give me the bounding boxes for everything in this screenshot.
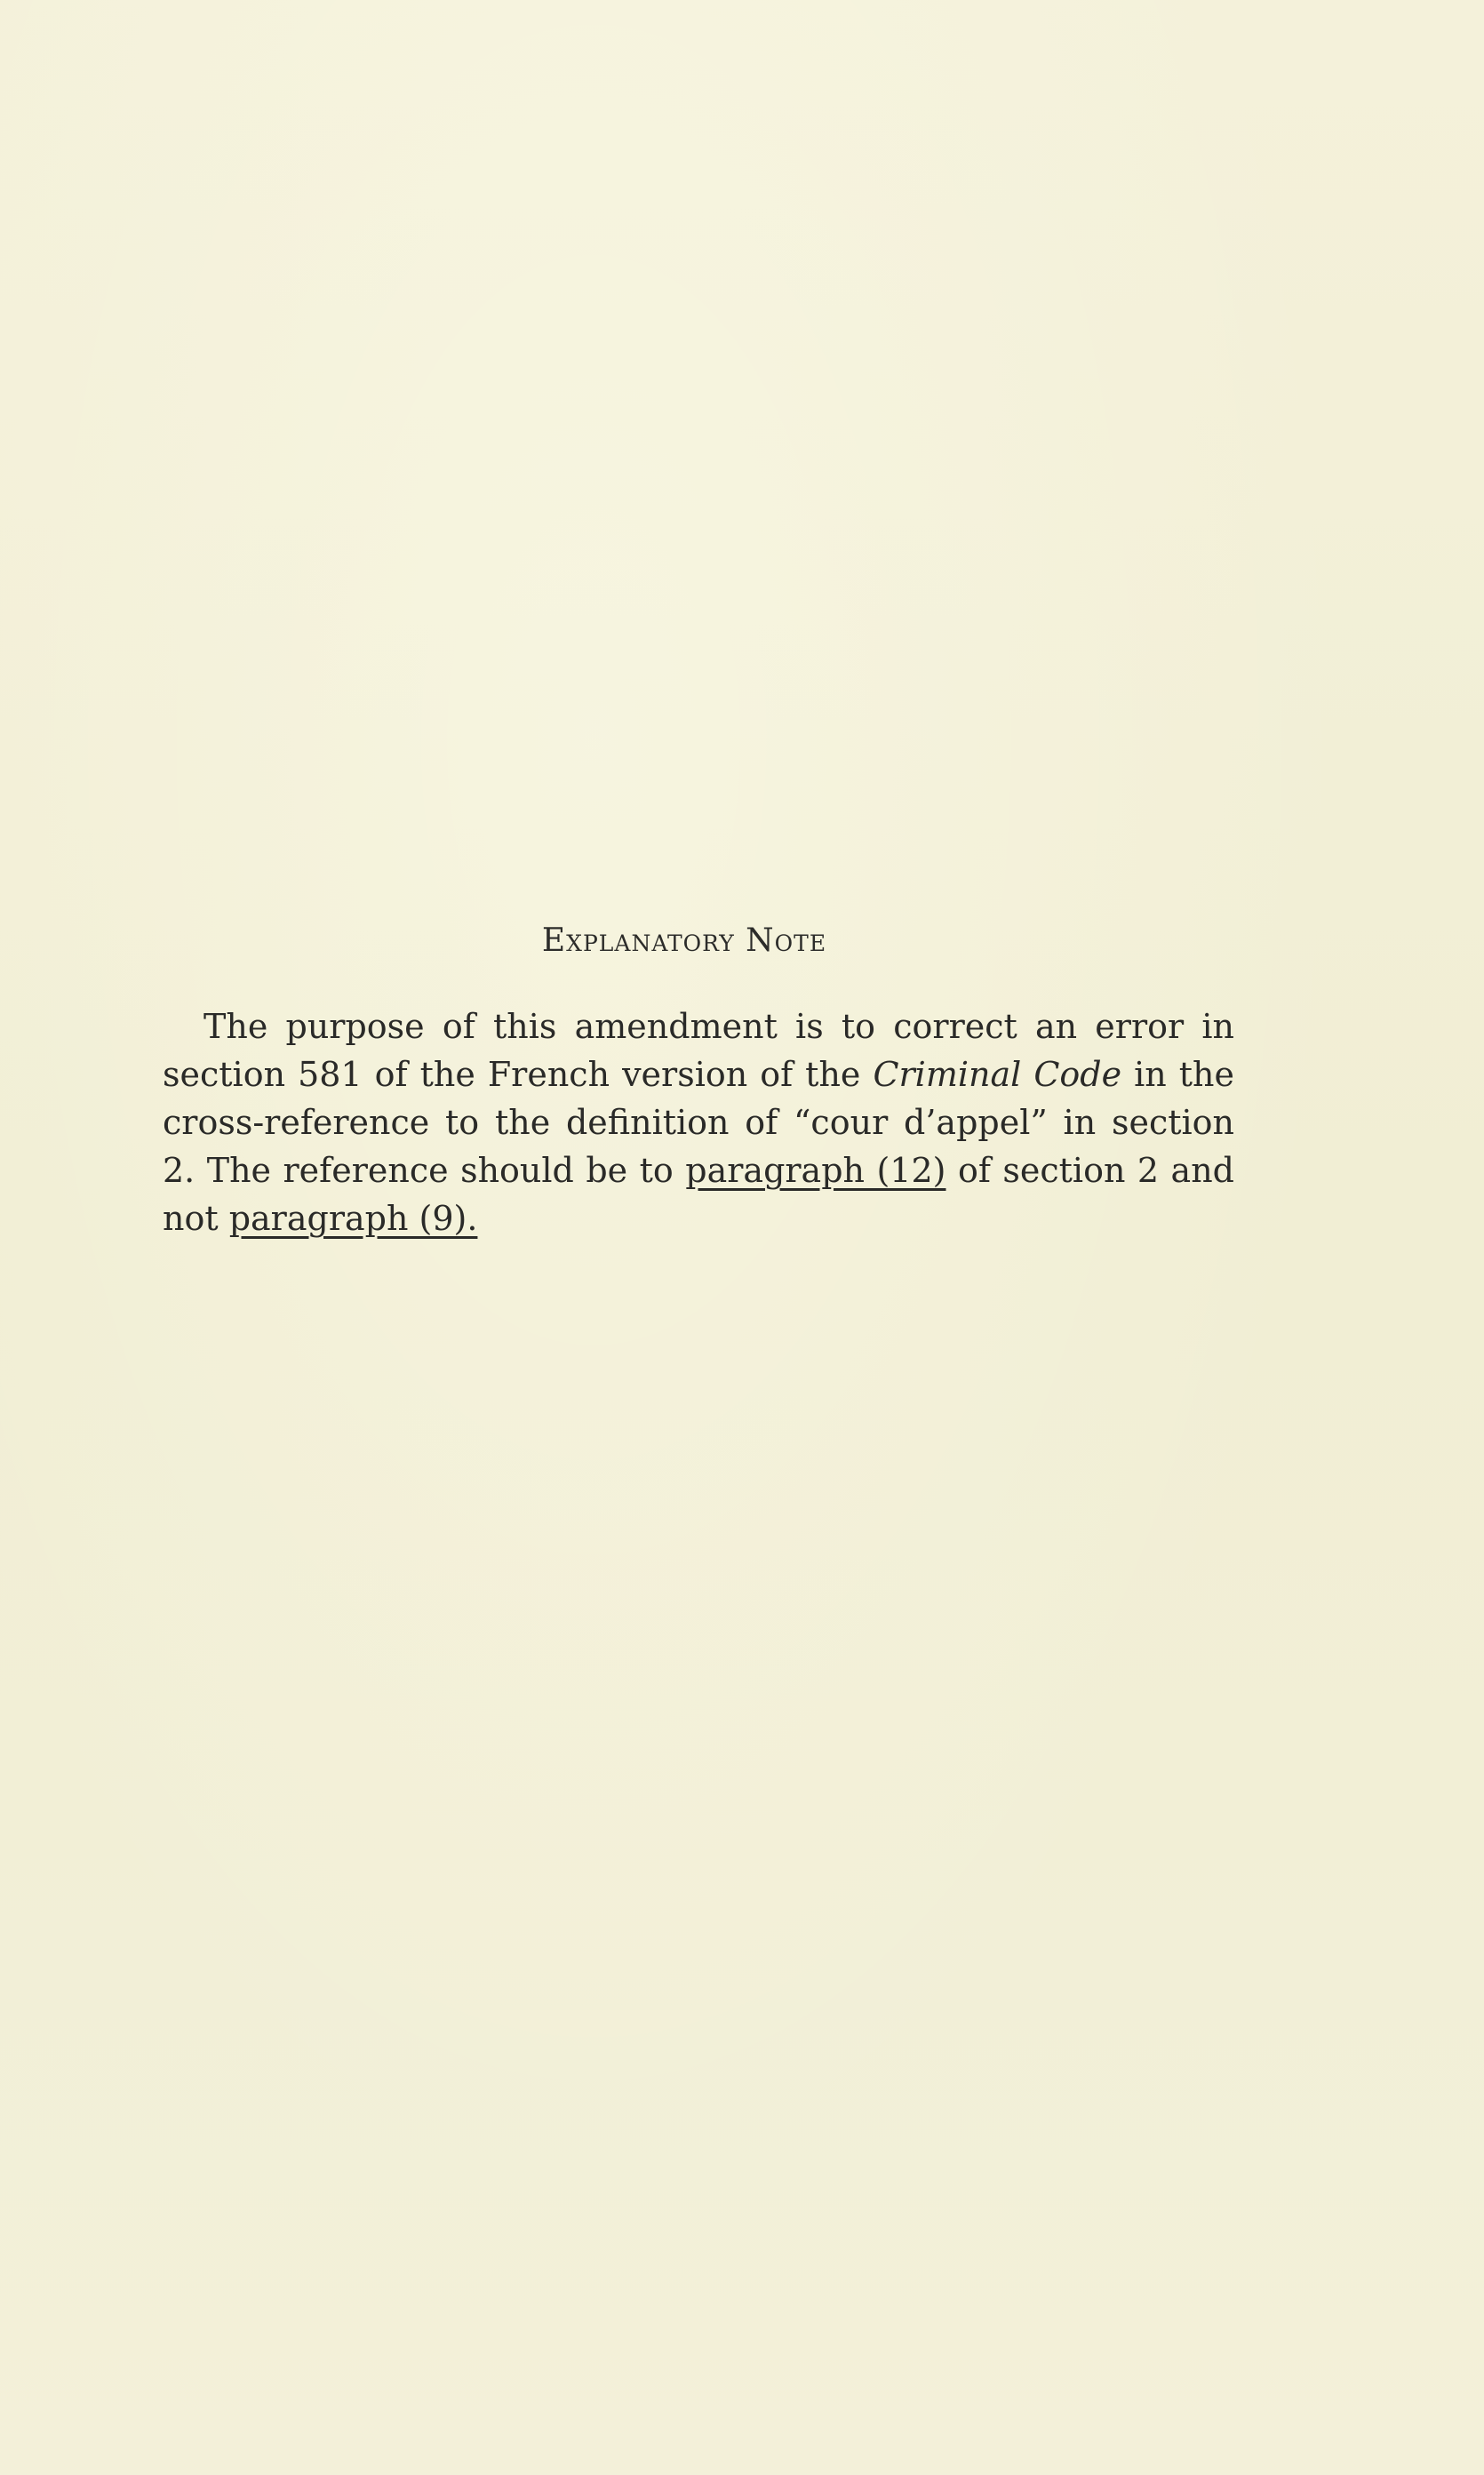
explanatory-note-heading: Explanatory Note (541, 922, 827, 959)
underlined-reference-paragraph-12: paragraph (12) (685, 1151, 946, 1190)
criminal-code-title: Criminal Code (873, 1055, 1122, 1094)
note-text-part-3: of section 2 and not (163, 1151, 1235, 1238)
underlined-reference-paragraph-9: paragraph (9). (228, 1199, 478, 1238)
explanatory-note-paragraph (163, 1002, 1234, 1242)
note-text-part-2: in the cross-reference to the definition of “cour d’appel” in section 2. The reference should be to (163, 1055, 1234, 1190)
note-text-part-1: The purpose of this amendment is to correct an error in section 581 of the French version of the (163, 1007, 1234, 1094)
